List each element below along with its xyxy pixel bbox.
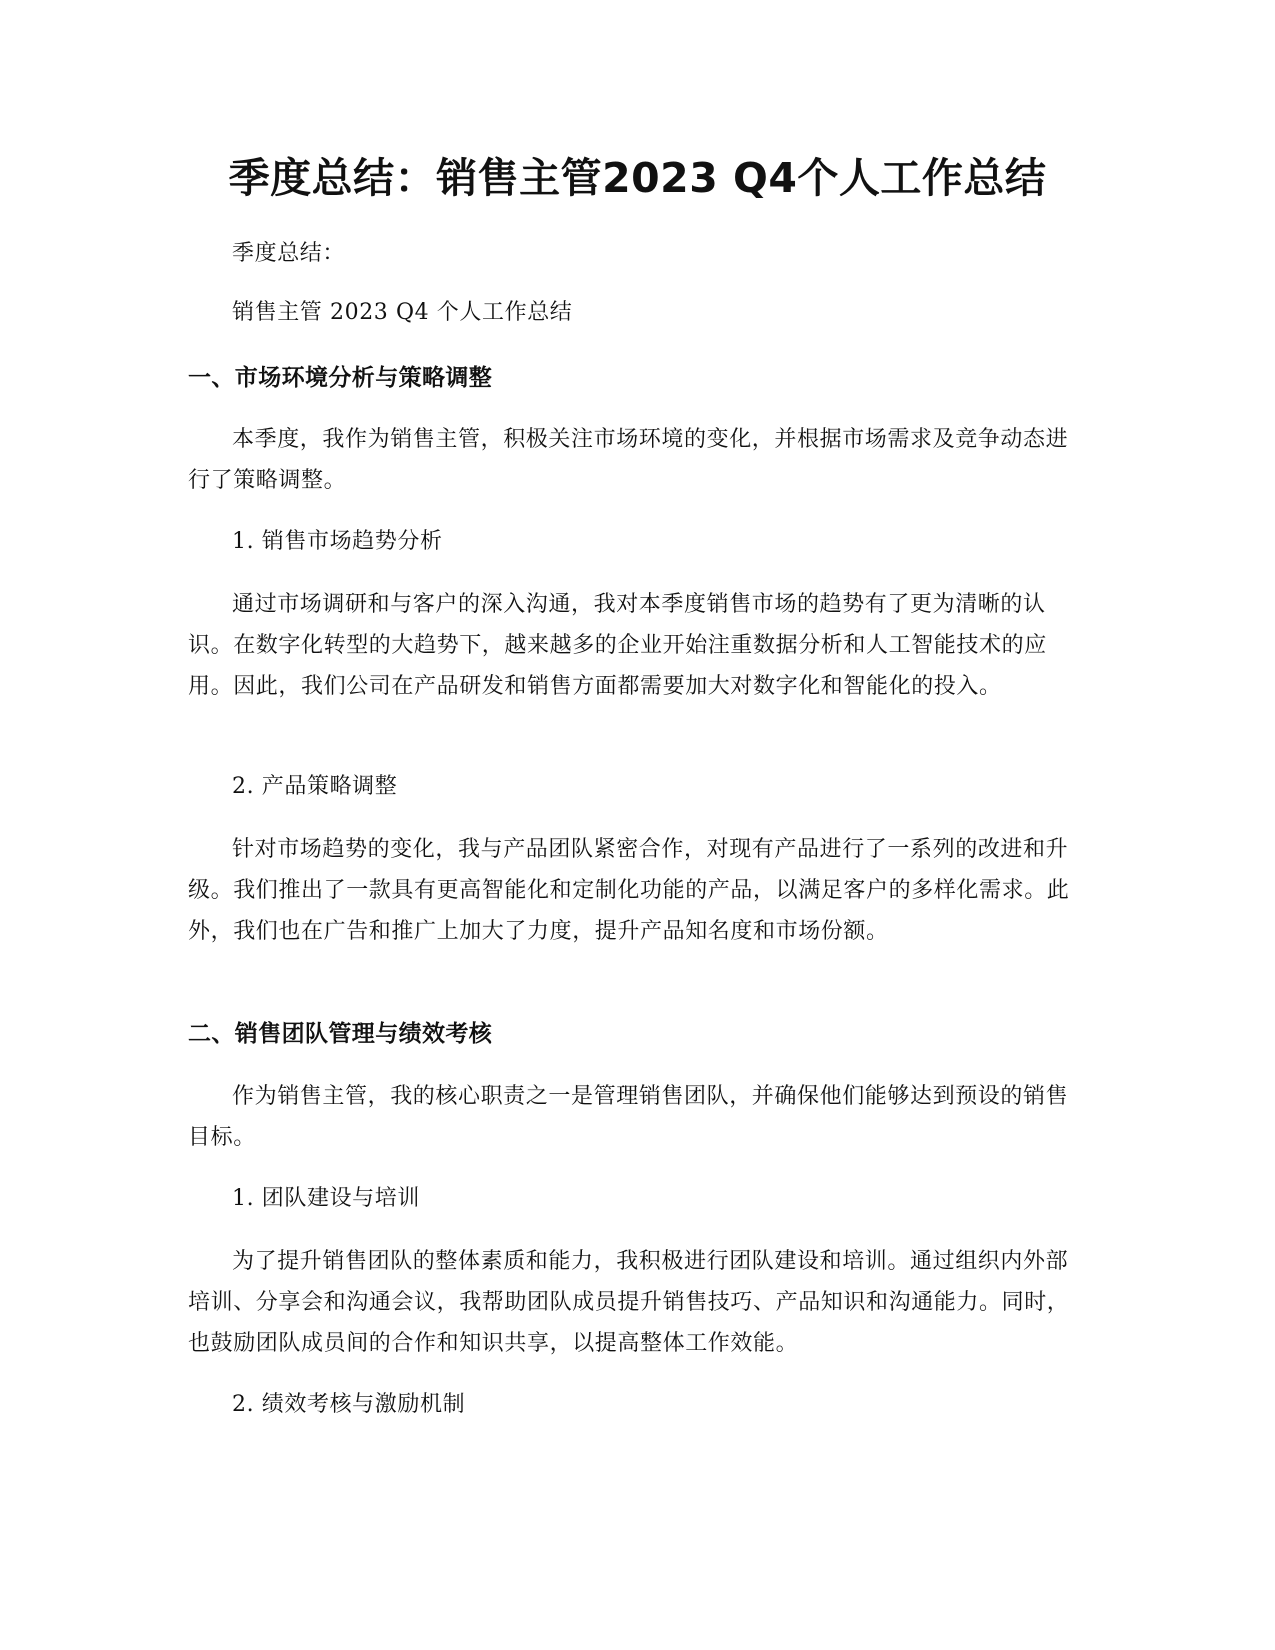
section-2-sub-1-heading: 1. 团队建设与培训 [232, 1186, 420, 1211]
section-1-intro: 本季度，我作为销售主管，积极关注市场环境的变化，并根据市场需求及竞争动态进行了策略调整。 [188, 427, 1069, 493]
intro-line-1: 季度总结： [232, 241, 346, 266]
document-title: 季度总结：销售主管2023 Q4个人工作总结 [228, 154, 1047, 202]
section-1-sub-2-heading: 2. 产品策略调整 [232, 774, 398, 799]
section-1-sub-2-body: 针对市场趋势的变化，我与产品团队紧密合作，对现有产品进行了一系列的改进和升级。我们推出了一款具有更高智能化和定制化功能的产品，以满足客户的多样化需求。此外，我们也在广告和推广上加大了力度，提升产品知名度和市场份额。 [188, 837, 1070, 944]
section-1-sub-1-heading: 1. 销售市场趋势分析 [232, 529, 443, 554]
section-1-heading: 一、市场环境分析与策略调整 [188, 365, 493, 391]
section-2-sub-1-body: 为了提升销售团队的整体素质和能力，我积极进行团队建设和培训。通过组织内外部培训、分享会和沟通会议，我帮助团队成员提升销售技巧、产品知识和沟通能力。同时，也鼓励团队成员间的合作和知识共享，以提高整体工作效能。 [188, 1249, 1070, 1356]
section-2-sub-2-heading: 2. 绩效考核与激励机制 [232, 1392, 466, 1417]
section-2-intro: 作为销售主管，我的核心职责之一是管理销售团队，并确保他们能够达到预设的销售目标。 [188, 1084, 1069, 1150]
intro-line-2: 销售主管 2023 Q4 个人工作总结 [232, 300, 573, 325]
section-2-heading: 二、销售团队管理与绩效考核 [188, 1021, 493, 1047]
section-1-sub-1-body: 通过市场调研和与客户的深入沟通，我对本季度销售市场的趋势有了更为清晰的认识。在数字化转型的大趋势下，越来越多的企业开始注重数据分析和人工智能技术的应用。因此，我们公司在产品研发和销售方面都需要加大对数字化和智能化的投入。 [188, 592, 1047, 699]
